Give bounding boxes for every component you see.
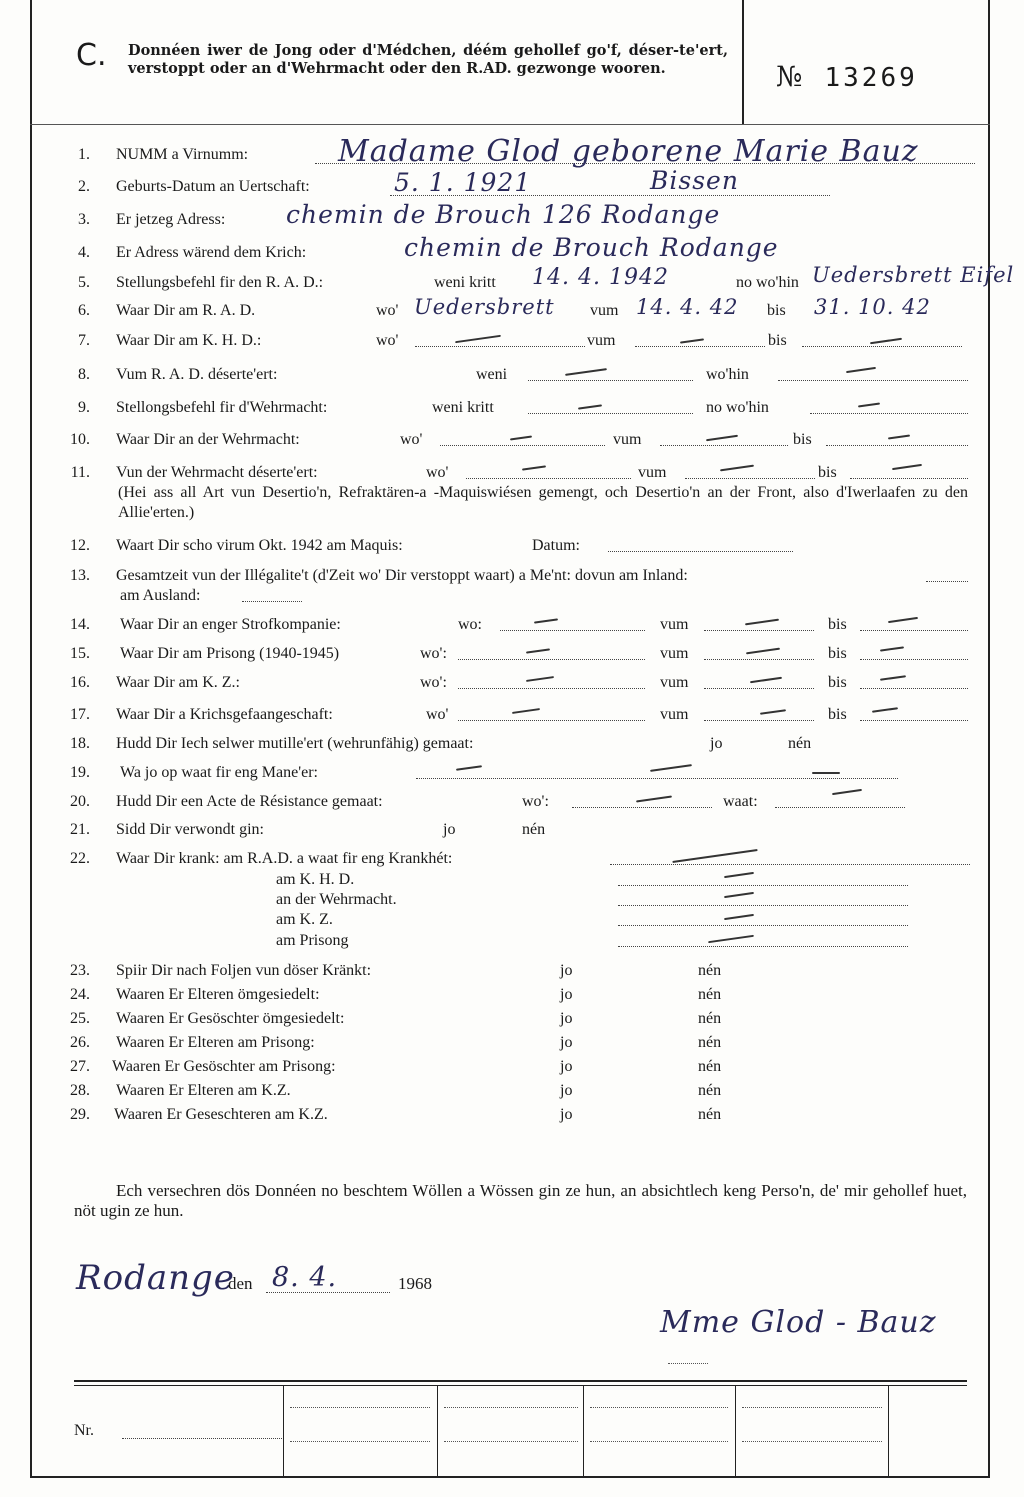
field-label: wo': xyxy=(522,793,549,810)
footer-cell-dots[interactable] xyxy=(742,1440,882,1442)
no-option[interactable]: nén xyxy=(698,986,722,1003)
field-line[interactable] xyxy=(458,706,645,721)
row-number: 4. xyxy=(78,244,90,261)
handwritten-rad-order-place: Uedersbrett Eifel xyxy=(812,263,1015,287)
document-number xyxy=(776,60,918,93)
row-label: NUMM a Virnumm: xyxy=(116,146,249,163)
section-letter: C. xyxy=(76,38,107,73)
field-line[interactable] xyxy=(810,399,968,414)
form-title: Donnéen iwer de Jong oder d'Médchen, déém gehollef go'f, déser-te'ert, verstoppt oder an d'Wehrmacht oder den R.AD. gezwonge wooren. xyxy=(128,42,728,77)
row-number: 21. xyxy=(70,821,90,838)
field-line[interactable] xyxy=(458,645,645,660)
footer-column-line xyxy=(888,1385,889,1478)
field-line[interactable] xyxy=(826,431,968,446)
no-option[interactable]: nén xyxy=(698,1010,722,1027)
sub-label: am Prisong xyxy=(276,932,349,949)
row-number: 23. xyxy=(70,962,90,979)
yes-option[interactable]: jo xyxy=(443,821,456,838)
field-label: wo' xyxy=(426,464,449,481)
row-label: Geburts-Datum an Uertschaft: xyxy=(116,178,310,195)
field-label: wo' xyxy=(376,302,399,319)
field-line[interactable] xyxy=(608,537,793,552)
row-label: Sidd Dir verwondt gin: xyxy=(116,821,264,838)
footer-cell-dots[interactable] xyxy=(742,1406,882,1408)
yes-option[interactable]: jo xyxy=(560,1082,573,1099)
handwritten-current-address: chemin de Brouch 126 Rodange xyxy=(286,200,721,229)
no-option[interactable]: nén xyxy=(788,735,812,752)
no-option[interactable]: nén xyxy=(698,962,722,979)
number-value: 13269 xyxy=(824,63,918,93)
field-label: wo'hin xyxy=(706,366,749,383)
footer-cell-dots[interactable] xyxy=(290,1406,430,1408)
row-number: 29. xyxy=(70,1106,90,1123)
row-number: 20. xyxy=(70,793,90,810)
handwritten-birth-place: Bissen xyxy=(650,166,739,195)
row-number: 27. xyxy=(70,1058,90,1075)
row-label: Hudd Dir een Acte de Résistance gemaat: xyxy=(116,793,383,810)
field-label: vum xyxy=(638,464,667,481)
row-label: Er Adress wärend dem Krich: xyxy=(116,244,307,261)
footer-column-line xyxy=(735,1385,736,1478)
row-number: 14. xyxy=(70,616,90,633)
sub-label: an der Wehrmacht. xyxy=(276,891,397,908)
row-number: 16. xyxy=(70,674,90,691)
field-label: vum xyxy=(613,431,642,448)
row-label: Spiir Dir nach Foljen vun döser Kränkt: xyxy=(116,962,372,979)
row-number: 22. xyxy=(70,850,90,867)
row-label: Stellongsbefehl fir d'Wehrmacht: xyxy=(116,399,328,416)
field-label: vum xyxy=(590,302,619,319)
declaration-text: Ech versechren dös Donnéen no beschtem Wöllen a Wössen gin ze hun, an absichtlech keng Perso'n, de' mir gehollef huet, nöt ugin ze hun. xyxy=(74,1181,967,1220)
field-label: bis xyxy=(793,431,812,448)
handwritten-rad-to: 31. 10. 42 xyxy=(814,295,931,319)
field-label: bis xyxy=(767,302,786,319)
row-number: 12. xyxy=(70,537,90,554)
footer-column-line xyxy=(437,1385,438,1478)
field-label: no wo'hin xyxy=(736,274,799,291)
footer-rule-inner xyxy=(74,1385,967,1386)
row-label: Gesamtzeit vun der Illégalite't (d'Zeit wo' Dir verstoppt waart) a Me'nt: dovun am Inland: xyxy=(116,567,688,584)
row-label: Waaren Er Elteren ömgesiedelt: xyxy=(116,986,320,1003)
field-label: weni xyxy=(476,366,508,383)
row-label: am Ausland: xyxy=(120,587,201,604)
row-number: 18. xyxy=(70,735,90,752)
row-label: Vum R. A. D. déserte'ert: xyxy=(116,366,278,383)
header-separator xyxy=(742,0,744,124)
dash-mark xyxy=(812,772,840,774)
field-line[interactable] xyxy=(466,464,631,479)
footer-column-line xyxy=(283,1385,284,1478)
field-line[interactable] xyxy=(618,871,908,886)
yes-option[interactable]: jo xyxy=(560,962,573,979)
footer-cell-dots[interactable] xyxy=(444,1440,578,1442)
yes-option[interactable]: jo xyxy=(560,1058,573,1075)
signature-dots xyxy=(668,1362,708,1364)
footer-cell-dots[interactable] xyxy=(590,1440,728,1442)
handwritten-rad-order-date: 14. 4. 1942 xyxy=(532,265,669,290)
footer-column-line xyxy=(583,1385,584,1478)
row-label: Waar Dir am R. A. D. xyxy=(116,302,256,319)
field-line[interactable] xyxy=(500,616,645,631)
number-symbol: № xyxy=(776,60,803,93)
field-label: bis xyxy=(828,706,847,723)
field-label: vum xyxy=(587,332,616,349)
field-label: bis xyxy=(818,464,837,481)
row-label: Er jetzeg Adress: xyxy=(116,211,226,228)
no-option[interactable]: nén xyxy=(522,821,546,838)
field-label: bis xyxy=(828,674,847,691)
footer-rule xyxy=(74,1380,967,1382)
field-label: bis xyxy=(828,645,847,662)
footer-cell-dots[interactable] xyxy=(590,1406,728,1408)
row-number: 8. xyxy=(78,366,90,383)
field-label: bis xyxy=(768,332,787,349)
row-label: Waaren Er Gesöschter ömgesiedelt: xyxy=(116,1010,345,1027)
row-label: Waaren Er Gesöschter am Prisong: xyxy=(112,1058,336,1075)
den-label: den xyxy=(228,1274,253,1293)
row-number: 15. xyxy=(70,645,90,662)
row-label: Vun der Wehrmacht déserte'ert: xyxy=(116,464,318,481)
field-line[interactable] xyxy=(860,645,968,660)
row-number: 17. xyxy=(70,706,90,723)
yes-option[interactable]: jo xyxy=(560,986,573,1003)
header-rule xyxy=(30,124,990,125)
handwritten-rad-from: 14. 4. 42 xyxy=(636,295,739,319)
row-number: 25. xyxy=(70,1010,90,1027)
row-number: 10. xyxy=(70,431,90,448)
field-line[interactable] xyxy=(528,399,693,414)
row-number: 24. xyxy=(70,986,90,1003)
row-label: Waar Dir am Prisong (1940-1945) xyxy=(120,645,340,662)
row-label: Waaren Er Geseschteren am K.Z. xyxy=(114,1106,328,1123)
no-option[interactable]: nén xyxy=(698,1106,722,1123)
row-number: 13. xyxy=(70,567,90,584)
field-line[interactable] xyxy=(242,587,302,602)
field-line[interactable] xyxy=(618,911,908,926)
field-label: weni kritt xyxy=(432,399,494,416)
row-label: Waaren Er Elteren am Prisong: xyxy=(116,1034,315,1051)
field-label: bis xyxy=(828,616,847,633)
field-line[interactable] xyxy=(860,674,968,689)
row-label: Hudd Dir Iech selwer mutille'ert (wehrunfähig) gemaat: xyxy=(116,735,474,752)
field-label: vum xyxy=(660,616,689,633)
field-line[interactable] xyxy=(704,706,814,721)
yes-option[interactable]: jo xyxy=(560,1106,573,1123)
row-label: Waart Dir scho virum Okt. 1942 am Maquis: xyxy=(116,537,403,554)
field-label: wo: xyxy=(458,616,482,633)
field-line[interactable] xyxy=(528,366,693,381)
handwritten-birth-date: 5. 1. 1921 xyxy=(394,168,532,197)
field-line[interactable] xyxy=(618,932,908,947)
row-number: 3. xyxy=(78,211,90,228)
row-label: Waar Dir an enger Strofkompanie: xyxy=(120,616,341,633)
field-label: waat: xyxy=(723,793,758,810)
row-number: 11. xyxy=(70,464,90,481)
row-number: 2. xyxy=(78,178,90,195)
no-option[interactable]: nén xyxy=(698,1058,722,1075)
handwritten-date: 8. 4. xyxy=(272,1262,338,1293)
handwritten-place: Rodange xyxy=(76,1258,235,1298)
yes-option[interactable]: jo xyxy=(560,1010,573,1027)
row-label: Stellungsbefehl fir den R. A. D.: xyxy=(116,274,324,291)
row-label: Waar Dir an der Wehrmacht: xyxy=(116,431,300,448)
row-number: 5. xyxy=(78,274,90,291)
row-number: 6. xyxy=(78,302,90,319)
field-line[interactable] xyxy=(704,616,814,631)
nr-field[interactable] xyxy=(122,1424,282,1439)
no-option[interactable]: nén xyxy=(698,1082,722,1099)
field-label: vum xyxy=(660,706,689,723)
nr-label: Nr. xyxy=(74,1422,94,1439)
field-label: wo' xyxy=(426,706,449,723)
row-number: 28. xyxy=(70,1082,90,1099)
field-line[interactable] xyxy=(860,706,968,721)
year-label: 1968 xyxy=(398,1274,432,1293)
field-line[interactable] xyxy=(618,891,908,906)
row-label: Waar Dir am K. Z.: xyxy=(116,674,240,691)
row-number: 7. xyxy=(78,332,90,349)
field-label: Datum: xyxy=(532,537,580,554)
field-label: wo': xyxy=(420,674,447,691)
handwritten-war-address: chemin de Brouch Rodange xyxy=(404,233,779,262)
sub-label: am K. H. D. xyxy=(276,871,355,888)
footer-cell-dots[interactable] xyxy=(290,1440,430,1442)
row-label: Waar Dir krank: am R.A.D. a waat fir eng Krankhét: xyxy=(116,850,453,867)
row-label: Waar Dir a Krichsgefaangeschaft: xyxy=(116,706,333,723)
field-label: wo': xyxy=(420,645,447,662)
row-label: Waar Dir am K. H. D.: xyxy=(116,332,262,349)
field-line[interactable] xyxy=(610,850,970,865)
row-label: Wa jo op waat fir eng Mane'er: xyxy=(120,764,318,781)
footer-cell-dots[interactable] xyxy=(444,1406,578,1408)
sub-label: am K. Z. xyxy=(276,911,333,928)
field-label: no wo'hin xyxy=(706,399,769,416)
row-11-note: (Hei ass all Art vun Desertio'n, Refraktären-a -Maquiswiésen gemengt, och Desertio'n an der Front, also d'Iwerlaafen zu den Allie'erten.) xyxy=(118,484,968,521)
field-line[interactable] xyxy=(775,793,905,808)
row-number: 1. xyxy=(78,146,90,163)
row-number: 9. xyxy=(78,399,90,416)
field-label: wo' xyxy=(400,431,423,448)
yes-option[interactable]: jo xyxy=(560,1034,573,1051)
field-label: vum xyxy=(660,645,689,662)
row-number: 19. xyxy=(70,764,90,781)
row-number: 26. xyxy=(70,1034,90,1051)
handwritten-rad-place: Uedersbrett xyxy=(414,295,555,319)
field-label: wo' xyxy=(376,332,399,349)
no-option[interactable]: nén xyxy=(698,1034,722,1051)
field-label: weni kritt xyxy=(434,274,496,291)
handwritten-name: Madame Glod geborene Marie Bauz xyxy=(338,134,919,169)
row-label: Waaren Er Elteren am K.Z. xyxy=(116,1082,291,1099)
yes-option[interactable]: jo xyxy=(710,735,723,752)
signature: Mme Glod - Bauz xyxy=(660,1305,937,1340)
field-line[interactable] xyxy=(926,567,968,582)
field-label: vum xyxy=(660,674,689,691)
